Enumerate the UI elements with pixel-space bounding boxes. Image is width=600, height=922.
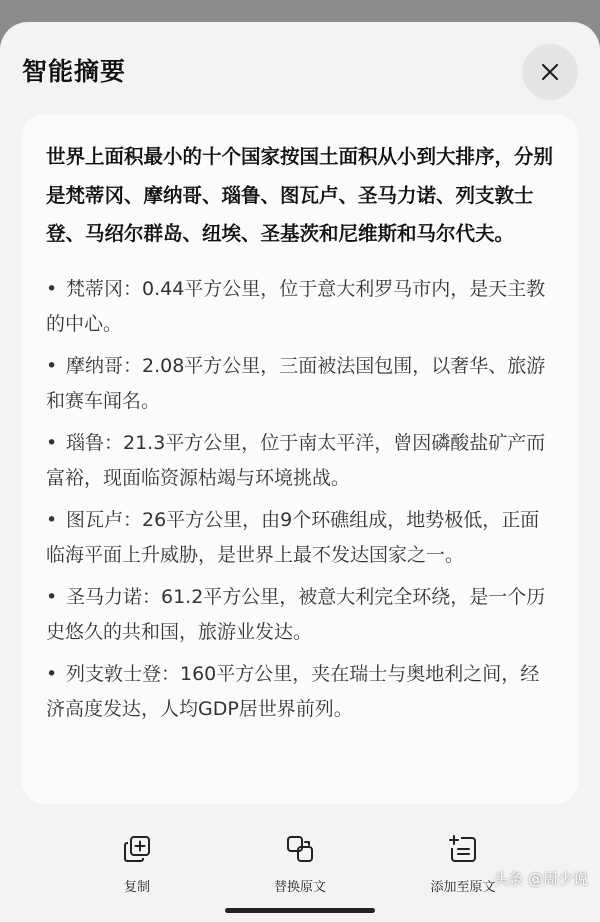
list-item bbox=[46, 503, 554, 573]
list-item-text: 圣马力诺：61.2平方公里，被意大利完全环绕，是一个历史悠久的共和国，旅游业发达。 bbox=[46, 585, 546, 643]
copy-icon bbox=[122, 834, 152, 864]
list-item-text: 列支敦士登：160平方公里，夹在瑞士与奥地利之间，经济高度发达，人均GDP居世界前列。 bbox=[46, 662, 540, 720]
bullet-dot: • bbox=[46, 508, 58, 531]
replace-button[interactable] bbox=[240, 834, 360, 895]
page-title: 智能摘要 bbox=[22, 57, 127, 86]
list-item-text: 摩纳哥：2.08平方公里，三面被法国包围，以奢华、旅游和赛车闻名。 bbox=[46, 354, 546, 412]
list-item bbox=[46, 349, 554, 419]
list-item bbox=[46, 657, 554, 727]
list-item bbox=[46, 580, 554, 650]
list-item-text: 图瓦卢：26平方公里，由9个环礁组成，地势极低，正面临海平面上升威胁，是世界上最不发达国家之一。 bbox=[46, 508, 540, 566]
append-label: 添加至原文 bbox=[430, 880, 496, 895]
bullet-dot: • bbox=[46, 585, 58, 608]
summary-card[interactable] bbox=[22, 114, 578, 804]
list-item-text: 瑙鲁：21.3平方公里，位于南太平洋，曾因磷酸盐矿产而富裕，现面临资源枯竭与环境挑战。 bbox=[46, 431, 546, 489]
copy-label: 复制 bbox=[123, 880, 150, 895]
list-item bbox=[46, 426, 554, 496]
summary-sheet bbox=[0, 22, 600, 922]
replace-icon bbox=[285, 834, 315, 864]
list-item-text: 梵蒂冈：0.44平方公里，位于意大利罗马市内，是天主教的中心。 bbox=[46, 277, 546, 335]
summary-lead: 世界上面积最小的十个国家按国土面积从小到大排序，分别是梵蒂冈、摩纳哥、瑙鲁、图瓦卢、圣马力诺、列支敦士登、马绍尔群岛、纽埃、圣基茨和尼维斯和马尔代夫。 bbox=[46, 145, 554, 245]
list-item bbox=[46, 272, 554, 342]
bullet-dot: • bbox=[46, 354, 58, 377]
append-icon bbox=[448, 834, 478, 864]
summary-list bbox=[46, 272, 554, 727]
bullet-dot: • bbox=[46, 277, 58, 300]
copy-button[interactable] bbox=[77, 834, 197, 895]
home-indicator[interactable] bbox=[225, 908, 375, 913]
bullet-dot: • bbox=[46, 662, 58, 685]
scroll-fade bbox=[22, 724, 578, 804]
bullet-dot: • bbox=[46, 431, 58, 454]
watermark: 头条 @周少说 bbox=[493, 870, 588, 888]
replace-label: 替换原文 bbox=[273, 880, 326, 895]
close-icon bbox=[540, 62, 560, 82]
close-button[interactable] bbox=[522, 44, 578, 100]
